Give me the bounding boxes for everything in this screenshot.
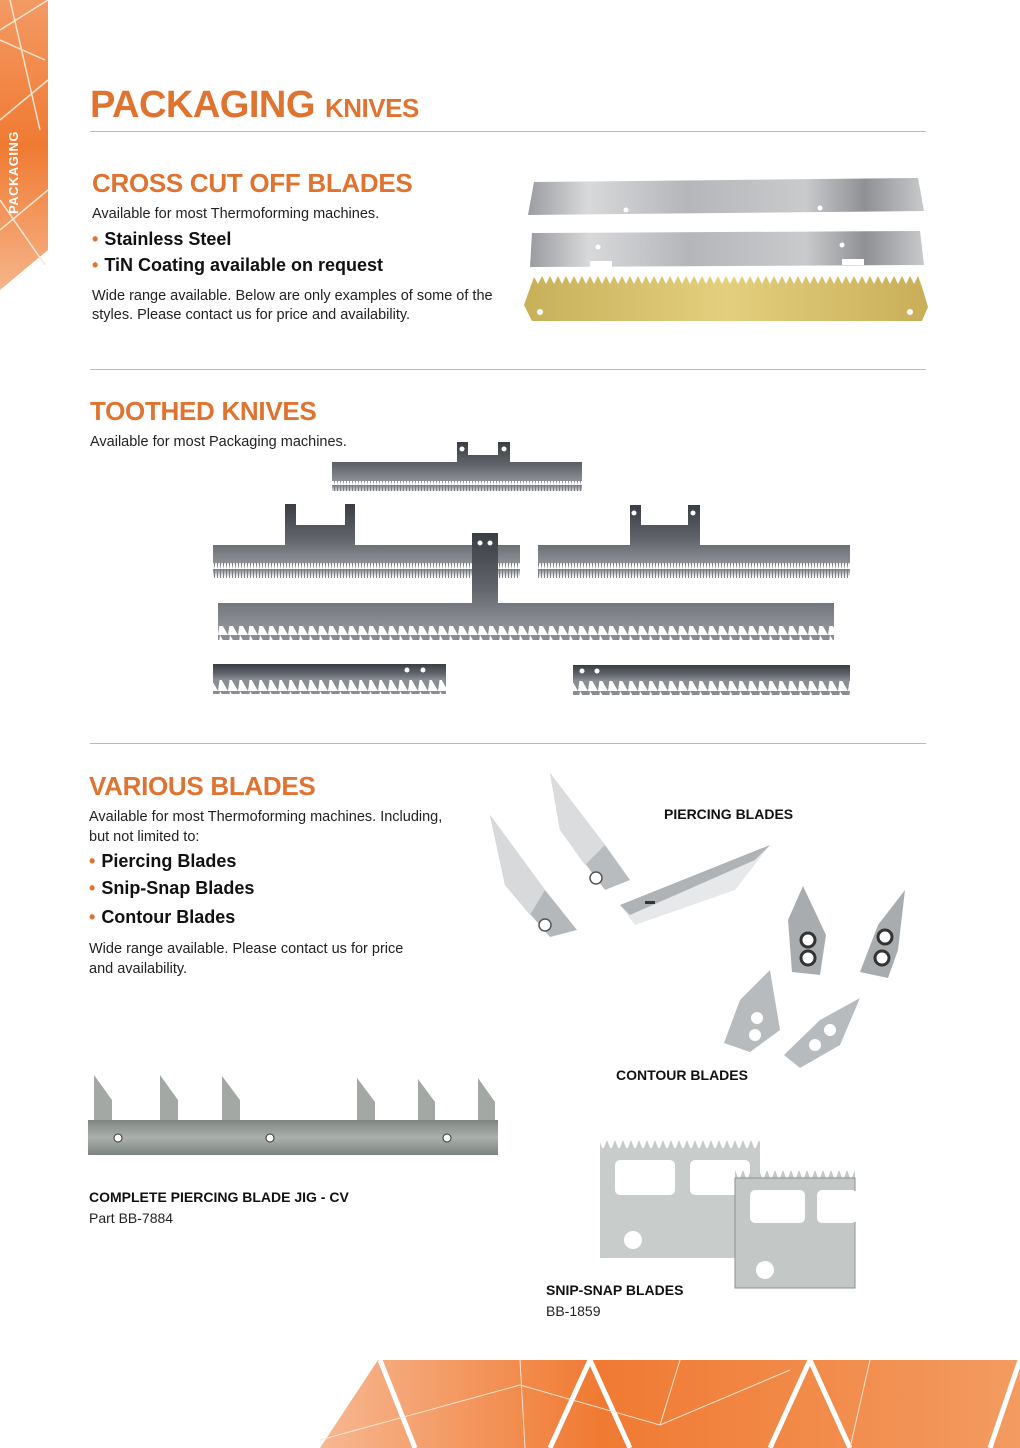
toothed-knives-photo <box>210 425 810 725</box>
title-divider <box>90 131 926 132</box>
section-divider <box>90 369 926 370</box>
cross-cut-title: CROSS CUT OFF BLADES <box>92 168 413 198</box>
various-note-2: and availability. <box>89 961 188 977</box>
snip-snap-caption: SNIP-SNAP BLADES <box>546 1282 684 1298</box>
jig-part-number: Part BB-7884 <box>89 1210 174 1226</box>
cross-cut-bullets <box>92 229 383 276</box>
footer-decoration <box>320 1360 1020 1448</box>
bullet-item: • TiN Coating available on request <box>92 255 384 275</box>
various-note-1: Wide range available. Please contact us for price <box>89 941 404 957</box>
snip-snap-part-number: BB-1859 <box>546 1303 601 1319</box>
various-blades-title: VARIOUS BLADES <box>89 771 316 801</box>
cross-cut-note-2: styles. Please contact us for price and availability. <box>92 307 411 323</box>
snip-snap-blades-photo <box>595 1130 845 1280</box>
page-title-main: PACKAGING <box>90 84 315 126</box>
jig-caption: COMPLETE PIERCING BLADE JIG - CV <box>89 1189 349 1205</box>
various-intro-2: but not limited to: <box>89 829 200 845</box>
page-title <box>90 84 419 127</box>
contour-blades-photo <box>720 880 920 1070</box>
toothed-knives-title: TOOTHED KNIVES <box>90 396 317 426</box>
piercing-blade-jig-photo <box>85 1070 505 1150</box>
contour-blades-caption: CONTOUR BLADES <box>616 1067 748 1083</box>
cross-cut-off-blades-photo <box>520 175 950 330</box>
various-intro-1: Available for most Thermoforming machines. Including, <box>89 809 443 825</box>
side-tab-label: PACKAGING <box>6 131 21 215</box>
cross-cut-note-1: Wide range available. Below are only examples of some of the <box>92 288 493 304</box>
toothed-knives-intro: Available for most Packaging machines. <box>90 434 347 450</box>
piercing-blades-caption: PIERCING BLADES <box>664 806 794 822</box>
page-title-small: KNIVES <box>324 93 419 123</box>
section-divider <box>90 743 926 744</box>
bullet-item: • Snip-Snap Blades <box>89 878 255 898</box>
cross-cut-intro: Available for most Thermoforming machines. <box>92 206 380 222</box>
bullet-item: • Contour Blades <box>89 907 236 927</box>
bullet-item: • Piercing Blades <box>89 851 237 871</box>
bullet-item: • Stainless Steel <box>92 229 232 249</box>
various-bullets <box>89 851 254 928</box>
